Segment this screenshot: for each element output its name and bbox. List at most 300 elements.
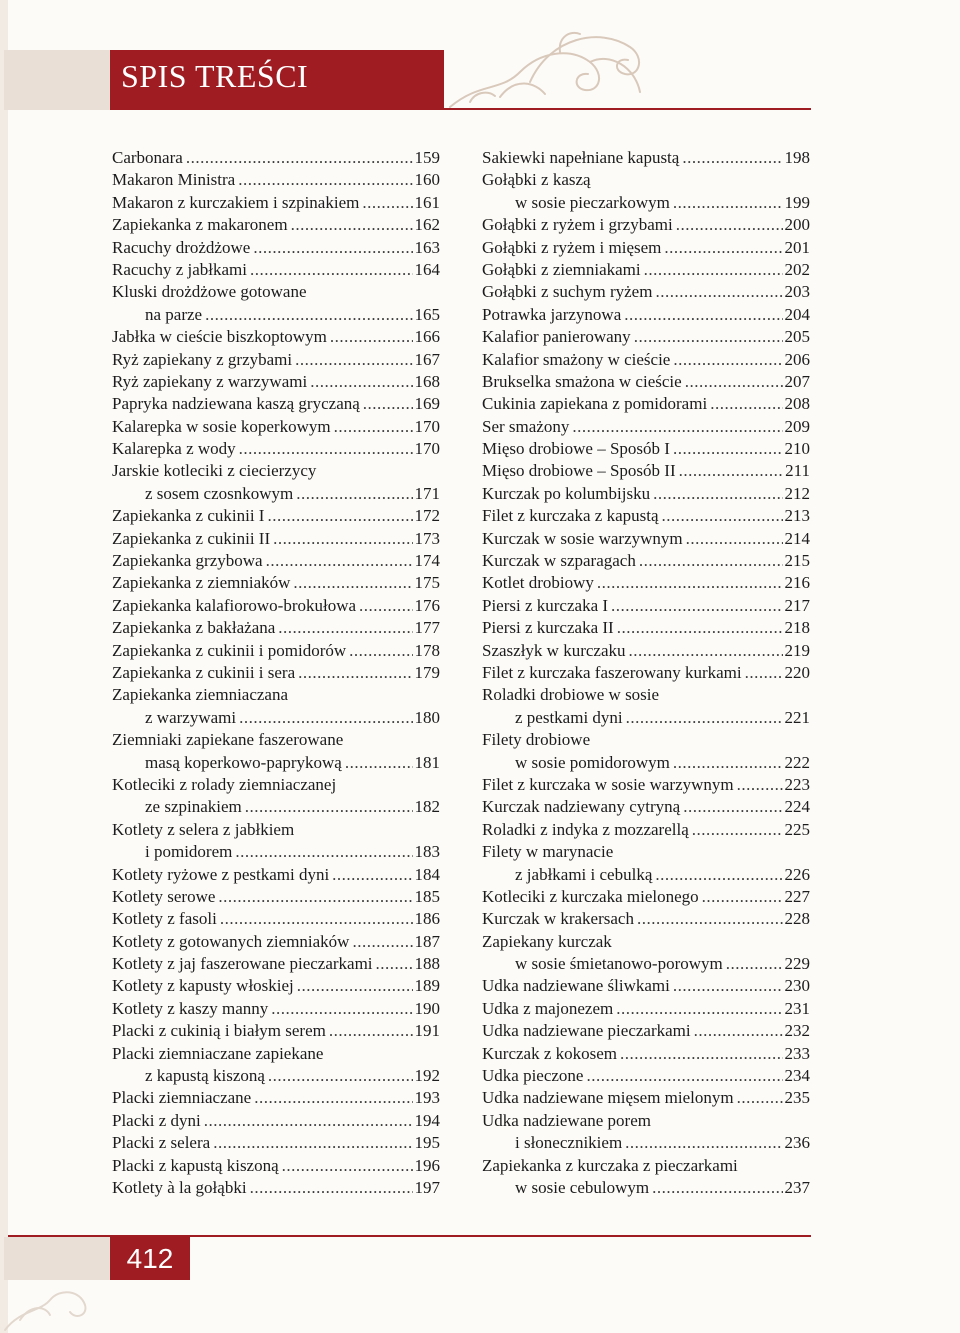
toc-page-number: 204 bbox=[784, 304, 810, 324]
dot-leader bbox=[253, 237, 412, 259]
toc-entry-title: Kotlety ryżowe z pestkami dyni bbox=[112, 864, 330, 884]
toc-entry bbox=[112, 1020, 440, 1042]
toc-page-number: 220 bbox=[784, 662, 810, 682]
toc-entry bbox=[112, 684, 440, 729]
dot-leader bbox=[653, 483, 782, 505]
toc-entry-title: Filet z kurczaka z kapustą bbox=[482, 506, 659, 526]
toc-page-number: 237 bbox=[784, 1177, 810, 1197]
toc-entry bbox=[482, 1110, 810, 1155]
toc-entry-title: Zapiekanka z cukinii II bbox=[112, 528, 271, 548]
toc-entry-title: Placki z kapustą kiszoną bbox=[112, 1155, 279, 1175]
toc-page-number: 169 bbox=[414, 394, 440, 414]
toc-entry-title: Kurczak po kolumbijsku bbox=[482, 483, 651, 503]
toc-page-number: 230 bbox=[784, 976, 810, 996]
toc-entry bbox=[482, 393, 810, 415]
toc-entry bbox=[112, 281, 440, 326]
toc-entry-title: Zapiekanka kalafiorowo-brokułowa bbox=[112, 595, 357, 615]
toc-entry-title: z warzywami bbox=[145, 707, 237, 727]
toc-page-number: 186 bbox=[414, 909, 440, 929]
toc-entry-title: Mięso drobiowe – Sposób I bbox=[482, 439, 670, 459]
page-title: SPIS TREŚCI bbox=[121, 58, 309, 94]
toc-entry bbox=[482, 998, 810, 1020]
toc-entry bbox=[112, 1087, 440, 1109]
dot-leader bbox=[352, 931, 412, 953]
toc-entry-title: Zapiekanka z cukinii i sera bbox=[112, 662, 296, 682]
dot-leader bbox=[737, 774, 783, 796]
toc-entry-title: Makaron z kurczakiem i szpinakiem bbox=[112, 192, 360, 212]
dot-leader bbox=[254, 1087, 412, 1109]
toc-page-number: 197 bbox=[414, 1177, 440, 1197]
toc-entry-title: Gołąbki z ziemniakami bbox=[482, 259, 641, 279]
toc-entry bbox=[482, 349, 810, 371]
dot-leader bbox=[205, 304, 412, 326]
toc-entry-title: Kotlet drobiowy bbox=[482, 573, 594, 593]
toc-page-number: 177 bbox=[414, 618, 440, 638]
dot-leader bbox=[620, 1043, 782, 1065]
toc-entry bbox=[482, 1020, 810, 1042]
toc-entry bbox=[112, 729, 440, 774]
toc-page-number: 214 bbox=[784, 528, 810, 548]
toc-entry-title: Kotlety à la gołąbki bbox=[112, 1177, 247, 1197]
dot-leader bbox=[639, 550, 783, 572]
toc-entry bbox=[112, 953, 440, 975]
dot-leader bbox=[745, 662, 783, 684]
toc-entry bbox=[112, 1177, 440, 1199]
dot-leader bbox=[662, 505, 783, 527]
toc-page-number: 198 bbox=[784, 148, 810, 167]
dot-leader bbox=[664, 237, 782, 259]
toc-page-number: 168 bbox=[414, 371, 440, 391]
toc-entry-title: Zapiekanka z ziemniaków bbox=[112, 573, 291, 593]
toc-entry bbox=[482, 259, 810, 281]
toc-entry-title: i słonecznikiem bbox=[515, 1133, 623, 1153]
dot-leader bbox=[673, 192, 783, 214]
toc-entry bbox=[112, 505, 440, 527]
dot-leader bbox=[673, 349, 782, 371]
toc-entry bbox=[482, 1155, 810, 1200]
dot-leader bbox=[683, 796, 782, 818]
toc-entry bbox=[482, 1087, 810, 1109]
toc-entry-title: Roladki z indyka z mozzarellą bbox=[482, 819, 689, 839]
dot-leader bbox=[186, 147, 413, 169]
dot-leader bbox=[694, 1020, 783, 1042]
toc-entry bbox=[112, 550, 440, 572]
toc-entry bbox=[482, 684, 810, 729]
toc-page-number: 193 bbox=[414, 1088, 440, 1108]
dot-leader bbox=[572, 416, 782, 438]
toc-entry-title: Udka nadziewane mięsem mielonym bbox=[482, 1088, 734, 1108]
toc-page-number: 179 bbox=[414, 662, 440, 682]
toc-entry bbox=[112, 528, 440, 550]
toc-entry bbox=[482, 304, 810, 326]
toc-page-number: 231 bbox=[784, 998, 810, 1018]
toc-page-number: 184 bbox=[414, 864, 440, 884]
toc-entry-title: Cukinia zapiekana z pomidorami bbox=[482, 394, 708, 414]
dot-leader bbox=[349, 640, 412, 662]
toc-entry-title: Zapiekanka ziemniaczana bbox=[112, 685, 289, 705]
toc-page-number: 167 bbox=[414, 349, 440, 369]
toc-entry-title: w sosie pomidorowym bbox=[515, 752, 670, 772]
toc-page-number: 211 bbox=[785, 461, 810, 481]
dot-leader bbox=[273, 528, 412, 550]
toc-page-number: 160 bbox=[414, 170, 440, 190]
toc-entry-title: Zapiekanka z cukinii i pomidorów bbox=[112, 640, 347, 660]
dot-leader bbox=[686, 528, 783, 550]
dot-leader bbox=[685, 371, 783, 393]
toc-entry-title: Kurczak z kokosem bbox=[482, 1043, 618, 1063]
toc-entry-title: Kurczak w sosie warzywnym bbox=[482, 528, 683, 548]
dot-leader bbox=[245, 796, 413, 818]
toc-page-number: 215 bbox=[784, 551, 810, 571]
toc-entry-title: Zapiekanka grzybowa bbox=[112, 551, 263, 571]
toc-entry-title: w sosie cebulowym bbox=[515, 1177, 650, 1197]
toc-entry-title: Kalafior panierowany bbox=[482, 327, 631, 347]
toc-entry-title: masą koperkowo-paprykową bbox=[145, 752, 342, 772]
toc-page-number: 219 bbox=[784, 640, 810, 660]
toc-page-number: 200 bbox=[784, 215, 810, 235]
toc-entry-title: Udka nadziewane pieczarkami bbox=[482, 1021, 691, 1041]
toc-entry bbox=[112, 393, 440, 415]
toc-entry bbox=[112, 438, 440, 460]
toc-page-number: 182 bbox=[414, 797, 440, 817]
toc-entry-title: Potrawka jarzynowa bbox=[482, 304, 622, 324]
header-light-block bbox=[4, 50, 110, 110]
dot-leader bbox=[363, 393, 413, 415]
toc-page-number: 229 bbox=[784, 954, 810, 974]
toc-entry bbox=[112, 237, 440, 259]
dot-leader bbox=[345, 752, 413, 774]
dot-leader bbox=[295, 349, 412, 371]
toc-page-number: 224 bbox=[784, 797, 810, 817]
dot-leader bbox=[291, 214, 413, 236]
toc-page-number: 222 bbox=[784, 752, 810, 772]
toc-page-number: 192 bbox=[414, 1066, 440, 1086]
toc-entry bbox=[112, 864, 440, 886]
toc-entry-title: na parze bbox=[145, 304, 203, 324]
toc-entry-title: Szaszłyk w kurczaku bbox=[482, 640, 626, 660]
toc-entry bbox=[482, 841, 810, 886]
dot-leader bbox=[644, 259, 783, 281]
toc-entry-title: Ryż zapiekany z grzybami bbox=[112, 349, 293, 369]
toc-entry-title: z kapustą kiszoną bbox=[145, 1066, 265, 1086]
toc-entry-title: Sakiewki napełniane kapustą bbox=[482, 148, 680, 167]
toc-entry bbox=[112, 595, 440, 617]
toc-page-number: 180 bbox=[414, 707, 440, 727]
toc-entry-title: Kluski drożdżowe gotowane bbox=[112, 282, 307, 302]
toc-entry bbox=[482, 1043, 810, 1065]
toc-entry bbox=[112, 572, 440, 594]
toc-entry bbox=[112, 169, 440, 191]
toc-entry bbox=[482, 931, 810, 976]
dot-leader bbox=[679, 460, 784, 482]
dot-leader bbox=[204, 1110, 413, 1132]
dot-leader bbox=[330, 326, 413, 348]
dot-leader bbox=[737, 1087, 783, 1109]
toc-page-number: 205 bbox=[784, 327, 810, 347]
toc-page-number: 183 bbox=[414, 842, 440, 862]
toc-page-number: 170 bbox=[414, 416, 440, 436]
toc-entry bbox=[112, 774, 440, 819]
toc-entry bbox=[112, 326, 440, 348]
dot-leader bbox=[726, 953, 783, 975]
toc-entry bbox=[482, 237, 810, 259]
toc-entry-title: Kurczak w szparagach bbox=[482, 551, 636, 571]
dot-leader bbox=[673, 975, 783, 997]
toc-entry-title: w sosie pieczarkowym bbox=[515, 192, 670, 212]
toc-entry-title: Placki z cukinią i białym serem bbox=[112, 1021, 326, 1041]
toc-page-number: 159 bbox=[414, 148, 440, 167]
toc-entry-title: Placki ziemniaczane zapiekane bbox=[112, 1043, 324, 1063]
dot-leader bbox=[676, 214, 783, 236]
toc-entry-title: Kotlety z kapusty włoskiej bbox=[112, 976, 294, 996]
dot-leader bbox=[637, 908, 783, 930]
toc-entry bbox=[112, 819, 440, 864]
toc-entry-title: Kalarepka w sosie koperkowym bbox=[112, 416, 331, 436]
dot-leader bbox=[624, 304, 782, 326]
toc-entry bbox=[482, 774, 810, 796]
toc-page-number: 188 bbox=[414, 954, 440, 974]
toc-entry-title: Zapiekanka z kurczaka z pieczarkami bbox=[482, 1155, 738, 1175]
toc-entry bbox=[112, 1110, 440, 1132]
toc-entry bbox=[482, 662, 810, 684]
toc-page-number: 165 bbox=[414, 304, 440, 324]
toc-entry bbox=[112, 460, 440, 505]
toc-page-number: 209 bbox=[784, 416, 810, 436]
toc-entry-title: Jarskie kotleciki z ciecierzycy bbox=[112, 461, 317, 481]
toc-page-number: 233 bbox=[784, 1043, 810, 1063]
toc-entry bbox=[112, 416, 440, 438]
toc-entry-title: Kalafior smażony w cieście bbox=[482, 349, 671, 369]
toc-page-number: 210 bbox=[784, 439, 810, 459]
toc-page-number: 190 bbox=[414, 998, 440, 1018]
toc-page-number: 208 bbox=[784, 394, 810, 414]
toc-entry-title: Placki z dyni bbox=[112, 1110, 201, 1130]
toc-page-number: 203 bbox=[784, 282, 810, 302]
dot-leader bbox=[278, 617, 412, 639]
toc-entry-title: Gołąbki z kaszą bbox=[482, 170, 591, 190]
toc-entry-title: Piersi z kurczaka II bbox=[482, 618, 614, 638]
dot-leader bbox=[282, 1155, 413, 1177]
toc-page-number: 223 bbox=[784, 774, 810, 794]
toc-entry-title: Racuchy drożdżowe bbox=[112, 237, 251, 257]
toc-entry-title: Filet z kurczaka w sosie warzywnym bbox=[482, 774, 734, 794]
toc-entry-title: w sosie śmietanowo-porowym bbox=[515, 954, 723, 974]
toc-entry-title: Kotlety z selera z jabłkiem bbox=[112, 819, 295, 839]
toc-entry bbox=[482, 483, 810, 505]
toc-entry bbox=[112, 1155, 440, 1177]
toc-page-number: 196 bbox=[414, 1155, 440, 1175]
toc-entry-title: Kotlety z jaj faszerowane pieczarkami bbox=[112, 954, 373, 974]
toc-entry-title: Kotleciki z rolady ziemniaczanej bbox=[112, 774, 337, 794]
toc-entry-title: Makaron Ministra bbox=[112, 170, 236, 190]
toc-page-number: 221 bbox=[784, 707, 810, 727]
dot-leader bbox=[617, 617, 783, 639]
toc-entry bbox=[112, 371, 440, 393]
dot-leader bbox=[652, 1177, 782, 1199]
toc-entry-title: Piersi z kurczaka I bbox=[482, 595, 609, 615]
toc-page-number: 217 bbox=[784, 595, 810, 615]
toc-page-number: 194 bbox=[414, 1110, 440, 1130]
toc-entry bbox=[112, 975, 440, 997]
toc-entry bbox=[482, 438, 810, 460]
dot-leader bbox=[271, 998, 412, 1020]
dot-leader bbox=[298, 662, 412, 684]
toc-page-number: 228 bbox=[784, 909, 810, 929]
toc-entry-title: Udka nadziewane śliwkami bbox=[482, 976, 670, 996]
dot-leader bbox=[702, 886, 783, 908]
toc-entry-title: Zapiekanka z cukinii I bbox=[112, 506, 265, 526]
page-edge-strip bbox=[0, 0, 8, 1333]
toc-entry bbox=[482, 729, 810, 774]
toc-entry bbox=[112, 998, 440, 1020]
toc-entry bbox=[112, 349, 440, 371]
dot-leader bbox=[297, 975, 413, 997]
toc-page-number: 164 bbox=[414, 259, 440, 279]
toc-entry bbox=[482, 1065, 810, 1087]
toc-page-number: 173 bbox=[414, 528, 440, 548]
toc-entry-title: Filety w marynacie bbox=[482, 842, 614, 862]
toc-entry-title: Udka pieczone bbox=[482, 1066, 584, 1086]
dot-leader bbox=[616, 998, 782, 1020]
dot-leader bbox=[296, 483, 412, 505]
toc-entry bbox=[482, 460, 810, 482]
toc-page-number: 225 bbox=[784, 819, 810, 839]
toc-entry bbox=[482, 371, 810, 393]
toc-page-number: 195 bbox=[414, 1133, 440, 1153]
toc-entry-title: i pomidorem bbox=[145, 842, 233, 862]
toc-entry-title: Zapiekanka z bakłażana bbox=[112, 618, 276, 638]
dot-leader bbox=[359, 595, 412, 617]
toc-page-number: 236 bbox=[784, 1133, 810, 1153]
toc-entry-title: Ryż zapiekany z warzywami bbox=[112, 371, 308, 391]
toc-entry bbox=[112, 908, 440, 930]
toc-entry-title: Zapiekanka z makaronem bbox=[112, 215, 288, 235]
toc-page-number: 207 bbox=[784, 371, 810, 391]
toc-entry bbox=[482, 550, 810, 572]
toc-page-number: 206 bbox=[784, 349, 810, 369]
dot-leader bbox=[250, 259, 412, 281]
toc-page-number: 227 bbox=[784, 886, 810, 906]
toc-page-number: 218 bbox=[784, 618, 810, 638]
toc-entry bbox=[482, 886, 810, 908]
dot-leader bbox=[655, 281, 782, 303]
dot-leader bbox=[329, 1020, 413, 1042]
dot-leader bbox=[235, 841, 412, 863]
toc-entry bbox=[112, 147, 440, 169]
toc-entry bbox=[482, 505, 810, 527]
toc-entry-title: Gołąbki z suchym ryżem bbox=[482, 282, 653, 302]
dot-leader bbox=[310, 371, 412, 393]
floral-ornament-bottom-icon bbox=[0, 1250, 120, 1333]
toc-entry bbox=[482, 640, 810, 662]
toc-entry bbox=[482, 595, 810, 617]
toc-page-number: 172 bbox=[414, 506, 440, 526]
dot-leader bbox=[710, 393, 782, 415]
toc-page-number: 170 bbox=[414, 439, 440, 459]
toc-page-number: 166 bbox=[414, 327, 440, 347]
toc-entry bbox=[112, 931, 440, 953]
toc-page-number: 201 bbox=[784, 237, 810, 257]
dot-leader bbox=[692, 819, 783, 841]
toc-entry-title: Filet z kurczaka faszerowany kurkami bbox=[482, 662, 742, 682]
toc-page-number: 163 bbox=[414, 237, 440, 257]
toc-right-column bbox=[482, 147, 810, 1199]
toc-entry bbox=[112, 662, 440, 684]
dot-leader bbox=[220, 908, 413, 930]
toc-page-number: 181 bbox=[414, 752, 440, 772]
toc-entry-title: z sosem czosnkowym bbox=[145, 483, 294, 503]
toc-entry-title: Udka z majonezem bbox=[482, 998, 614, 1018]
toc-entry-title: Kurczak w krakersach bbox=[482, 909, 634, 929]
toc-entry bbox=[112, 640, 440, 662]
toc-entry bbox=[112, 192, 440, 214]
toc-page-number: 185 bbox=[414, 886, 440, 906]
toc-entry bbox=[112, 1132, 440, 1154]
toc-entry bbox=[482, 326, 810, 348]
toc-entry-title: Gołąbki z ryżem i mięsem bbox=[482, 237, 662, 257]
dot-leader bbox=[332, 864, 412, 886]
dot-leader bbox=[682, 147, 782, 169]
toc-page-number: 234 bbox=[784, 1066, 810, 1086]
dot-leader bbox=[238, 169, 412, 191]
toc-entry bbox=[482, 416, 810, 438]
toc-page-number: 232 bbox=[784, 1021, 810, 1041]
toc-entry-title: Kurczak nadziewany cytryną bbox=[482, 797, 681, 817]
dot-leader bbox=[634, 326, 783, 348]
toc-entry bbox=[482, 281, 810, 303]
dot-leader bbox=[266, 550, 413, 572]
toc-page-number: 216 bbox=[784, 573, 810, 593]
toc-entry-title: Udka nadziewane porem bbox=[482, 1110, 651, 1130]
toc-entry-title: Kotleciki z kurczaka mielonego bbox=[482, 886, 699, 906]
toc-entry-title: z pestkami dyni bbox=[515, 707, 623, 727]
toc-entry-title: Kotlety z fasoli bbox=[112, 909, 217, 929]
dot-leader bbox=[376, 953, 413, 975]
toc-page-number: 212 bbox=[784, 483, 810, 503]
dot-leader bbox=[597, 572, 783, 594]
dot-leader bbox=[362, 192, 412, 214]
dot-leader bbox=[629, 640, 783, 662]
toc-page-number: 199 bbox=[784, 192, 810, 212]
toc-entry-title: Kotlety z gotowanych ziemniaków bbox=[112, 931, 350, 951]
floral-ornament-icon bbox=[440, 22, 660, 117]
dot-leader bbox=[239, 707, 412, 729]
toc-entry bbox=[482, 528, 810, 550]
toc-page-number: 191 bbox=[414, 1021, 440, 1041]
toc-page-number: 202 bbox=[784, 259, 810, 279]
dot-leader bbox=[213, 1132, 412, 1154]
toc-entry-title: Brukselka smażona w cieście bbox=[482, 371, 682, 391]
toc-page-number: 176 bbox=[414, 595, 440, 615]
toc-entry bbox=[112, 1043, 440, 1088]
dot-leader bbox=[673, 752, 783, 774]
toc-page-number: 226 bbox=[784, 864, 810, 884]
toc-entry bbox=[112, 214, 440, 236]
toc-entry-title: Filety drobiowe bbox=[482, 730, 591, 750]
dot-leader bbox=[250, 1177, 413, 1199]
toc-entry-title: Kotlety serowe bbox=[112, 886, 216, 906]
toc-entry-title: Ser smażony bbox=[482, 416, 570, 436]
dot-leader bbox=[293, 572, 412, 594]
toc-entry-title: Kotlety z kaszy manny bbox=[112, 998, 269, 1018]
toc-entry bbox=[482, 572, 810, 594]
toc-page-number: 171 bbox=[414, 483, 440, 503]
toc-entry bbox=[482, 908, 810, 930]
dot-leader bbox=[655, 864, 782, 886]
toc-entry-title: Papryka nadziewana kaszą gryczaną bbox=[112, 394, 360, 414]
toc-entry bbox=[482, 819, 810, 841]
toc-entry-title: ze szpinakiem bbox=[145, 797, 242, 817]
